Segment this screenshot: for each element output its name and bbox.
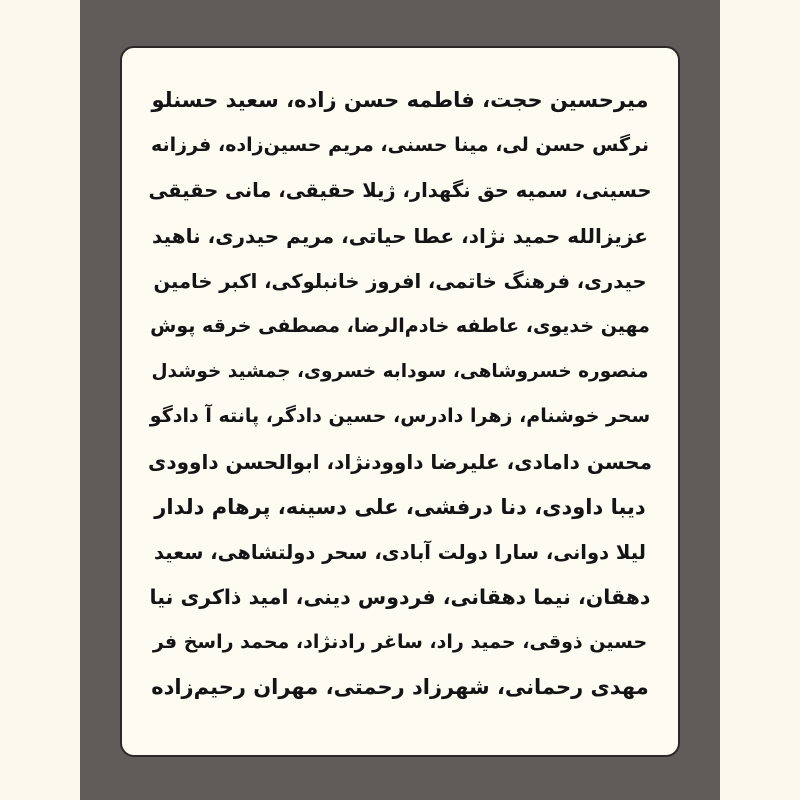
name-list (148, 78, 652, 711)
text-line: حسینی، سمیه حق نگهدار، ژیلا حقیقی، مانی حقیقی (148, 179, 652, 203)
text-line: حسین ذوقی، حمید راد، ساغر رادنژاد، محمد راسخ فر (152, 631, 648, 654)
text-line: محسن دامادی، علیرضا داوودنژاد، ابوالحسن داوودی (148, 449, 652, 474)
text-line: سحر خوشنام، زهرا دادرس، حسین دادگر، پانته آ دادگو (149, 405, 651, 428)
text-line: حیدری، فرهنگ خاتمی، افروز خانبلوکی، اکبر خامین (153, 269, 647, 293)
text-line: نرگس حسن لی، مینا حسنی، مریم حسین‌زاده، فرزانه (151, 134, 649, 157)
text-line: دهقان، نیما دهقانی، فردوس دینی، امید ذاکری نیا (149, 585, 651, 610)
text-line: مهین خدیوی، عاطفه خادم‌الرضا، مصطفی خرقه پوش (150, 314, 650, 337)
name-list-card (120, 46, 680, 757)
text-line: مهدی رحمانی، شهرزاد رحمتی، مهران رحیم‌زاده (151, 675, 649, 700)
text-line: میرحسین حجت، فاطمه حسن زاده، سعید حسنلو (151, 88, 649, 112)
text-line: عزیزالله حمید نژاد، عطا حیاتی، مریم حیدری، ناهید (152, 223, 648, 248)
text-line: لیلا دوانی، سارا دولت آبادی، سحر دولتشاهی، سعید (154, 540, 646, 564)
text-line: منصوره خسروشاهی، سودابه خسروی، جمشید خوشدل (151, 361, 649, 383)
text-line: دیبا داودی، دنا درفشی، علی دسینه، پرهام دلدار (154, 494, 646, 519)
